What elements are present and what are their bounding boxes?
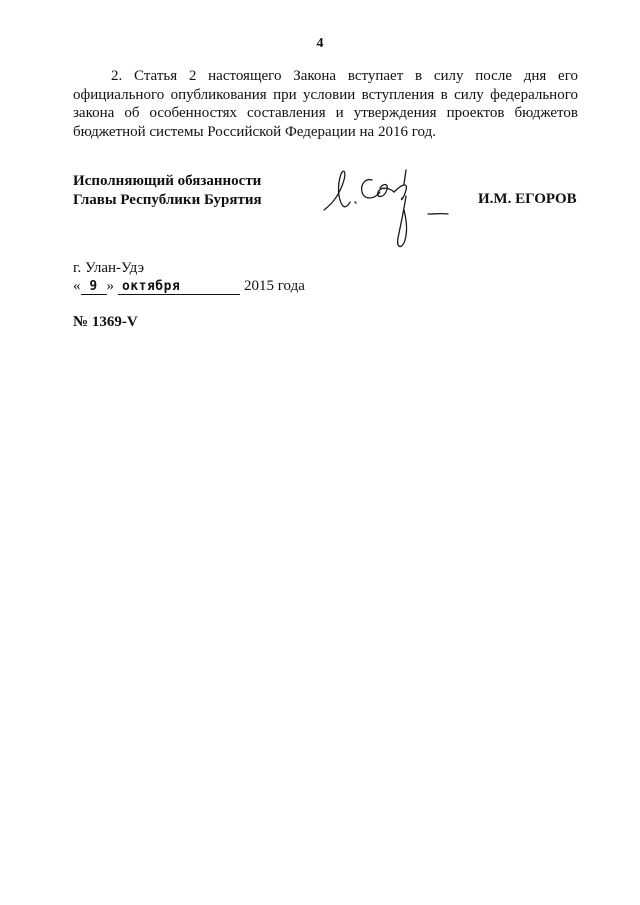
date-year: 2015 года: [244, 278, 305, 294]
page-number: 4: [316, 36, 324, 51]
article-paragraph: [73, 67, 578, 141]
signer-title: [73, 172, 262, 209]
law-number: № 1369-V: [73, 314, 138, 330]
handwritten-signature: [310, 158, 460, 253]
date-open-quote: «: [73, 278, 81, 294]
date-month: октября: [118, 279, 240, 295]
date-close-quote: »: [106, 278, 114, 294]
date-day: 9: [81, 279, 107, 295]
place-of-signing: г. Улан-Удэ: [73, 260, 145, 276]
signer-name: И.М. ЕГОРОВ: [478, 191, 577, 207]
signing-date: [73, 278, 305, 295]
article-text: 2. Статья 2 настоящего Закона вступает в силу после дня его официального опубликования при условии вступления в силу федерального закона об особенностях составления и утверждения проектов бюджетов бюджетной системы Российской Федерации на 2016 год.: [73, 68, 578, 140]
signer-title-line-1: Исполняющий обязанности: [73, 173, 262, 189]
signer-title-line-2: Главы Республики Бурятия: [73, 191, 262, 208]
